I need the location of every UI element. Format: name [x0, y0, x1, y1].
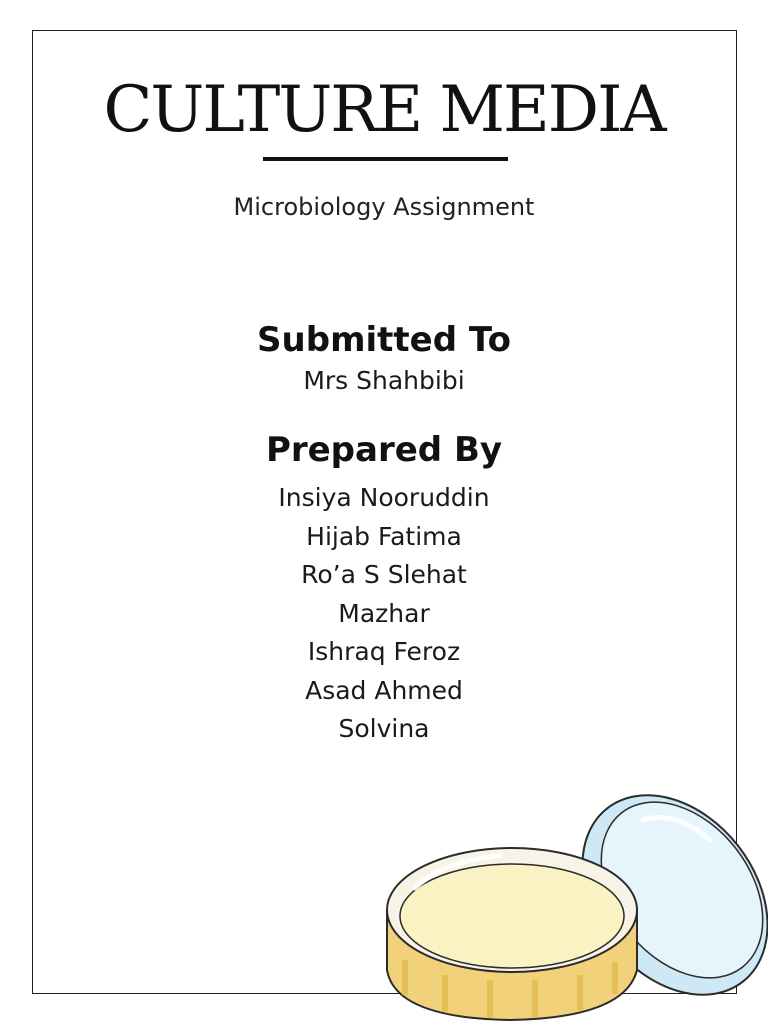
- list-item: Asad Ahmed: [305, 675, 463, 705]
- title-underline: [263, 157, 508, 161]
- list-item: Hijab Fatima: [306, 521, 462, 551]
- document-subtitle: Microbiology Assignment: [233, 193, 535, 221]
- prepared-by-heading: Prepared By: [265, 430, 503, 470]
- petri-dish-icon: [375, 780, 768, 1024]
- submitted-to-name: Mrs Shahbibi: [303, 366, 465, 395]
- prepared-by-list: [0, 481, 768, 751]
- list-item: Insiya Nooruddin: [278, 483, 490, 512]
- submitted-to-heading: Submitted To: [257, 320, 511, 360]
- list-item: Ishraq Feroz: [307, 637, 461, 666]
- document-title: CULTURE MEDIA: [103, 73, 665, 147]
- petri-dish-base: [387, 848, 637, 1020]
- list-item: Ro’a S Slehat: [301, 560, 467, 589]
- list-item: Mazhar: [338, 598, 430, 628]
- list-item: Solvina: [338, 714, 430, 743]
